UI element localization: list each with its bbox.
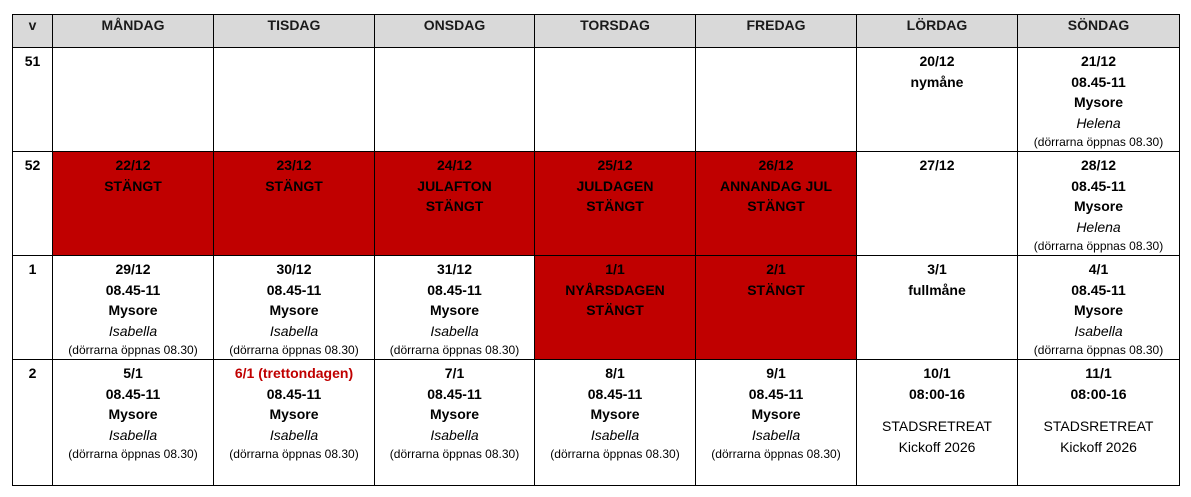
day-text-line: 08.45-11 — [105, 281, 161, 298]
day-text-line: (dörrarna öppnas 08.30) — [389, 343, 520, 357]
header-sunday: SÖNDAG — [1018, 15, 1180, 48]
day-cell-thursday-closed — [535, 256, 696, 360]
day-cell-sunday — [1018, 256, 1180, 360]
day-cell-thursday — [535, 48, 696, 152]
day-text-line: (dörrarna öppnas 08.30) — [711, 447, 841, 461]
day-text-line: Mysore — [590, 406, 640, 422]
day-text-line: STÄNGT — [586, 198, 644, 214]
day-text-line: Helena — [1076, 218, 1121, 235]
day-text-line: STADSRETREAT — [882, 418, 992, 434]
header-wednesday: ONSDAG — [375, 15, 535, 48]
day-text-line: Mysore — [751, 406, 801, 422]
day-text-line: Mysore — [429, 302, 480, 318]
day-text-line: (dörrarna öppnas 08.30) — [1033, 343, 1164, 357]
header-row — [13, 15, 1180, 48]
day-text-line: 3/1 — [927, 261, 947, 277]
day-text-line: 9/1 — [766, 365, 786, 381]
week-row — [13, 152, 1180, 256]
day-cell-saturday — [857, 152, 1018, 256]
day-text-line: STÄNGT — [586, 302, 644, 318]
day-text-line: 22/12 — [115, 157, 151, 173]
day-text-line: 08.45-11 — [427, 385, 482, 402]
day-text-line: Isabella — [108, 322, 158, 339]
day-text-line: Mysore — [108, 406, 158, 422]
day-text-line: Isabella — [430, 322, 479, 339]
day-text-line: 11/1 — [1085, 365, 1112, 381]
day-text-line: Mysore — [269, 302, 319, 318]
day-cell-tuesday — [214, 360, 375, 486]
day-text-line: 1/1 — [605, 261, 625, 277]
day-text-line: Mysore — [1073, 198, 1124, 214]
day-text-line: 25/12 — [597, 157, 633, 173]
day-text-line: STADSRETREAT — [1043, 418, 1154, 434]
day-text-line: STÄNGT — [747, 198, 805, 214]
day-text-line: (dörrarna öppnas 08.30) — [229, 447, 359, 461]
day-cell-monday — [53, 48, 214, 152]
day-text-line: Isabella — [590, 426, 640, 443]
day-text-line: (dörrarna öppnas 08.30) — [389, 447, 520, 461]
day-text-line: Isabella — [430, 426, 479, 443]
day-cell-sunday — [1018, 152, 1180, 256]
day-text-line: Mysore — [1073, 94, 1124, 110]
day-text-line: 4/1 — [1088, 261, 1109, 277]
spacer — [859, 404, 1015, 416]
day-text-line: 08.45-11 — [266, 281, 322, 298]
day-text-line: JULAFTON — [417, 177, 492, 194]
day-text-line: (dörrarna öppnas 08.30) — [1033, 135, 1164, 149]
day-text-line: 27/12 — [919, 157, 955, 173]
day-text-line: 7/1 — [444, 365, 465, 381]
day-text-line: 24/12 — [436, 157, 473, 173]
header-saturday: LÖRDAG — [857, 15, 1018, 48]
day-cell-sunday — [1018, 48, 1180, 152]
day-text-line: (dörrarna öppnas 08.30) — [550, 447, 680, 461]
day-text-line: 2/1 — [766, 261, 786, 277]
day-text-line: 08:00-16 — [1070, 385, 1127, 402]
day-cell-wednesday — [375, 256, 535, 360]
day-text-line: 08.45-11 — [587, 385, 643, 402]
day-text-line: 30/12 — [276, 261, 312, 277]
day-text-line: 28/12 — [1080, 157, 1117, 173]
day-text-line: Isabella — [751, 426, 801, 443]
day-text-line: STÄNGT — [425, 198, 484, 214]
week-number: 52 — [13, 152, 53, 256]
day-text-line: Isabella — [1074, 322, 1123, 339]
header-week: v — [13, 15, 53, 48]
day-text-line: STÄNGT — [104, 177, 162, 194]
day-cell-friday-closed — [696, 256, 857, 360]
week-number: 51 — [13, 48, 53, 152]
day-text-line: Mysore — [429, 406, 480, 422]
header-monday: MÅNDAG — [53, 15, 214, 48]
week-number: 1 — [13, 256, 53, 360]
day-text-line: NYÅRSDAGEN — [565, 281, 665, 298]
day-cell-tuesday-closed — [214, 152, 375, 256]
day-text-line: Mysore — [1073, 302, 1124, 318]
day-text-line: Isabella — [269, 322, 319, 339]
header-tuesday: TISDAG — [214, 15, 375, 48]
day-text-line: 5/1 — [123, 365, 143, 381]
day-text-line: (dörrarna öppnas 08.30) — [229, 343, 359, 357]
day-text-line: STÄNGT — [265, 177, 323, 194]
day-text-line: 08:00-16 — [908, 385, 966, 402]
day-cell-saturday — [857, 256, 1018, 360]
day-text-line: Kickoff 2026 — [898, 438, 976, 455]
day-cell-monday — [53, 360, 214, 486]
day-cell-monday-closed — [53, 152, 214, 256]
week-row — [13, 48, 1180, 152]
day-text-line: STÄNGT — [747, 281, 805, 298]
day-text-line: Isabella — [269, 426, 319, 443]
day-cell-friday-closed — [696, 152, 857, 256]
day-cell-friday — [696, 360, 857, 486]
day-cell-wednesday-closed — [375, 152, 535, 256]
day-text-line: 08.45-11 — [105, 385, 161, 402]
day-text-line: 08.45-11 — [1071, 177, 1126, 194]
day-text-line: ANNANDAG JUL — [720, 177, 832, 194]
day-text-line: 08.45-11 — [266, 385, 322, 402]
day-text-line: 08.45-11 — [427, 281, 482, 298]
spacer — [1020, 404, 1177, 416]
day-cell-saturday — [857, 48, 1018, 152]
day-text-line: 08.45-11 — [1071, 73, 1126, 90]
day-cell-wednesday — [375, 360, 535, 486]
day-text-line: (dörrarna öppnas 08.30) — [68, 343, 198, 357]
day-text-line: (dörrarna öppnas 08.30) — [1033, 239, 1164, 253]
week-row — [13, 256, 1180, 360]
day-text-line: Mysore — [269, 406, 319, 422]
day-text-line: 31/12 — [436, 261, 473, 277]
day-text-line: 10/1 — [923, 365, 951, 381]
day-text-line: Isabella — [108, 426, 158, 443]
day-text-line: 08.45-11 — [1071, 281, 1126, 298]
day-text-line: 21/12 — [1080, 53, 1117, 69]
day-cell-tuesday — [214, 48, 375, 152]
day-text-line: 29/12 — [115, 261, 151, 277]
day-cell-thursday-closed — [535, 152, 696, 256]
day-text-line: 08.45-11 — [748, 385, 804, 402]
day-cell-saturday — [857, 360, 1018, 486]
day-text-line: (dörrarna öppnas 08.30) — [68, 447, 198, 461]
schedule-table — [12, 14, 1180, 486]
day-text-line: 26/12 — [758, 157, 794, 173]
day-text-line: JULDAGEN — [576, 177, 654, 194]
header-thursday: TORSDAG — [535, 15, 696, 48]
day-text-line: Helena — [1076, 114, 1121, 131]
day-text-line: Kickoff 2026 — [1060, 438, 1137, 455]
day-text-line: 23/12 — [276, 157, 312, 173]
day-text-line: 20/12 — [919, 53, 955, 69]
day-cell-wednesday — [375, 48, 535, 152]
day-text-line: 8/1 — [605, 365, 625, 381]
schedule-body — [13, 48, 1180, 486]
week-row — [13, 360, 1180, 486]
day-cell-sunday — [1018, 360, 1180, 486]
week-number: 2 — [13, 360, 53, 486]
day-cell-friday — [696, 48, 857, 152]
day-text-line: 6/1 (trettondagen) — [234, 365, 354, 381]
day-text-line: nymåne — [910, 73, 964, 90]
day-cell-monday — [53, 256, 214, 360]
day-cell-tuesday — [214, 256, 375, 360]
day-text-line: Mysore — [108, 302, 158, 318]
header-friday: FREDAG — [696, 15, 857, 48]
day-text-line: fullmåne — [908, 281, 966, 298]
day-cell-thursday — [535, 360, 696, 486]
